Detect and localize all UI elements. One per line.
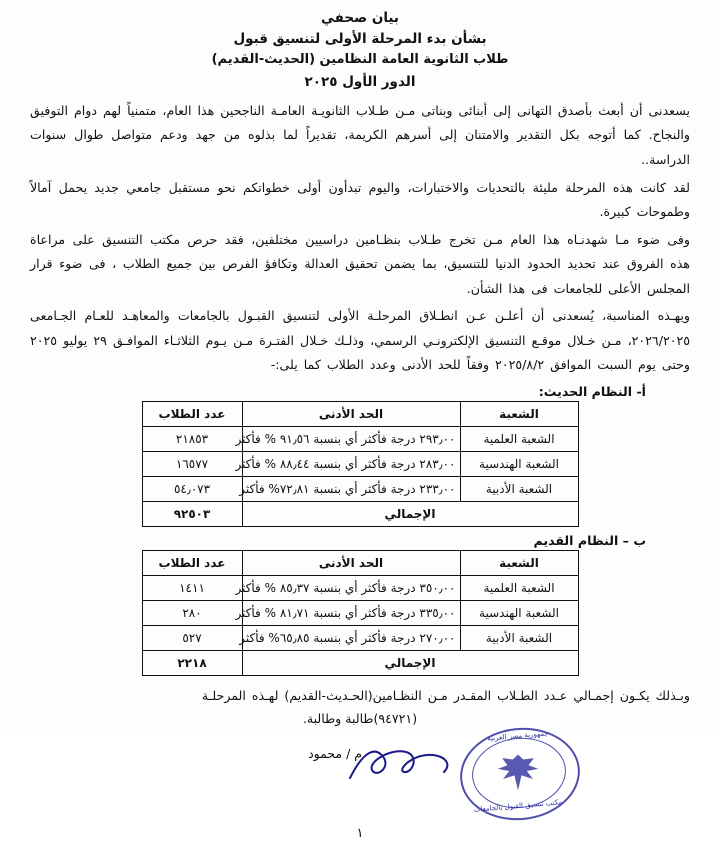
header-line-3: طلاب الثانوية العامة النظامين (الحديث-القديم) — [211, 51, 509, 67]
cell-total-value: ٢٢١٨ — [142, 650, 242, 675]
column-header-minimum: الحد الأدنى — [242, 401, 460, 426]
body-text — [28, 99, 692, 378]
column-header-branch: الشعبة — [460, 550, 578, 575]
table-row — [142, 476, 578, 501]
old-system-table — [142, 550, 579, 676]
table-row — [142, 451, 578, 476]
cell-count: ٢٨٠ — [142, 600, 242, 625]
cell-count: ٥٢٧ — [142, 625, 242, 650]
cell-branch: الشعبة الهندسية — [460, 451, 578, 476]
table-row — [142, 625, 578, 650]
cell-branch: الشعبة العلمية — [460, 426, 578, 451]
column-header-minimum: الحد الأدنى — [242, 550, 460, 575]
document-header — [28, 8, 692, 93]
cell-branch: الشعبة الهندسية — [460, 600, 578, 625]
cell-minimum: ٢٧٠٫٠٠ درجة فأكثر أي بنسبة ٦٥٫٨٥% فأكثر — [242, 625, 460, 650]
table-row — [142, 426, 578, 451]
table-total-row — [142, 650, 578, 675]
new-system-table — [142, 401, 579, 527]
signature-area — [28, 728, 692, 824]
table-header-row — [142, 401, 578, 426]
cell-count: ١٦٥٧٧ — [142, 451, 242, 476]
closing-line-2: (٩٤٧٢١)طالبة وطالبة. — [302, 711, 418, 727]
official-stamp-icon — [460, 728, 582, 820]
table-row — [142, 600, 578, 625]
section-label-new-system: أ‌- النظام الحديث: — [538, 383, 646, 399]
cell-minimum: ٢٩٣٫٠٠ درجة فأكثر أي بنسبة ٩١٫٥٦ % فأكثر — [242, 426, 460, 451]
handwritten-signature — [346, 738, 456, 790]
paragraph-2: لقد كانت هذه المرحلة مليئة بالتحديات والاختبارات، واليوم تبدأون أولى خطواتكم نحو مستقبل جامعي جديد يحمل آمالاً وطموحات كبيرة. — [30, 179, 690, 220]
cell-branch: الشعبة الأدبية — [460, 476, 578, 501]
cell-minimum: ٣٥٠٫٠٠ درجة فأكثر أي بنسبة ٨٥٫٣٧ % فأكثر — [242, 575, 460, 600]
table-row — [142, 575, 578, 600]
paragraph-1: يسعدنى أن أبعث بأصدق التهانى إلى أبنائى وبناتى مـن طـلاب الثانويـة العامـة الناجحين هذا العام، متمنياً لهم دوام التوفيق والنجاح. كما أتوجه بكل التقدير والامتنان إلى أسرهم الكريمة، تقديراً لما بذلوه من جهد ودعم متواصل طوال سنوات الدراسة.. — [30, 102, 690, 167]
cell-branch: الشعبة العلمية — [460, 575, 578, 600]
table-header-row — [142, 550, 578, 575]
cell-minimum: ٣٣٥٫٠٠ درجة فأكثر أي بنسبة ٨١٫٧١ % فأكثر — [242, 600, 460, 625]
cell-minimum: ٢٨٣٫٠٠ درجة فأكثر أي بنسبة ٨٨٫٤٤ % فأكثر — [242, 451, 460, 476]
header-line-1: بيان صحفي — [320, 10, 400, 26]
cell-total-label: الإجمالي — [242, 650, 578, 675]
header-line-2: بشأن بدء المرحلة الأولى لتنسيق قبول — [233, 30, 487, 47]
signature-name: م / محمود — [308, 746, 362, 762]
cell-count: ١٤١١ — [142, 575, 242, 600]
closing-text — [28, 684, 692, 709]
table-total-row — [142, 501, 578, 526]
page-number: ١ — [356, 826, 364, 841]
column-header-count: عدد الطلاب — [142, 550, 242, 575]
stamp-top-text: جمهورية مصر العربية — [486, 729, 550, 744]
cell-total-label: الإجمالي — [242, 501, 578, 526]
cell-branch: الشعبة الأدبية — [460, 625, 578, 650]
column-header-count: عدد الطلاب — [142, 401, 242, 426]
cell-total-value: ٩٢٥٠٣ — [142, 501, 242, 526]
stamp-bottom-text: مكتب تنسيق القبول بالجامعات — [473, 798, 563, 815]
cell-minimum: ٢٣٣٫٠٠ درجة فأكثر أي بنسبة ٧٢٫٨١% فأكثر — [242, 476, 460, 501]
cell-count: ٢١٨٥٣ — [142, 426, 242, 451]
paragraph-3: وفى ضوء مـا شهدنـاه هذا العام مـن تخرج طـلاب بنظـامين دراسيين مختلفين، فقد حرص مكتب التنسيق على مراعاة هذه الفروق عند تحديد الحدود الدنيا للتنسيق، بما يضمن تحقيق العدالة وتكافؤ الفرص بين جميع الطلاب ، فى ضوء قرار المجلس الأعلى للجامعات فى هذا الشأن. — [30, 231, 690, 296]
closing-line-1: وبـذلك يكـون إجمـالي عـدد الطـلاب المقـدر مـن النظـامين(الحـديث-القديم) لهـذه المرحلـة — [201, 687, 690, 703]
cell-count: ٥٤٫٠٧٣ — [142, 476, 242, 501]
section-label-old-system: ب – النظام القديم — [533, 532, 646, 548]
column-header-branch: الشعبة — [460, 401, 578, 426]
paragraph-4: ويهـذه المناسبة، يُسعدنى أن أعلـن عـن انطـلاق المرحلـة الأولى لتنسيق القبـول بالجامعات والمعاهـد للعـام الجـامعى ٢٠٢٦/٢٠٢٥، مـن خـلال موقـع التنسيق الإلكترونـي الرسمي، وذلـك خـلال الفتـرة مـن يـوم الثلاثـاء الموافـق ٢٩ يوليو ٢٠٢٥ وحتى يوم السبت الموافق ٢٠٢٥/٨/٢ وفقاً للحد الأدنى وعدد الطلاب كما يلى:- — [30, 308, 690, 373]
header-line-4: الدور الأول ٢٠٢٥ — [304, 73, 416, 90]
